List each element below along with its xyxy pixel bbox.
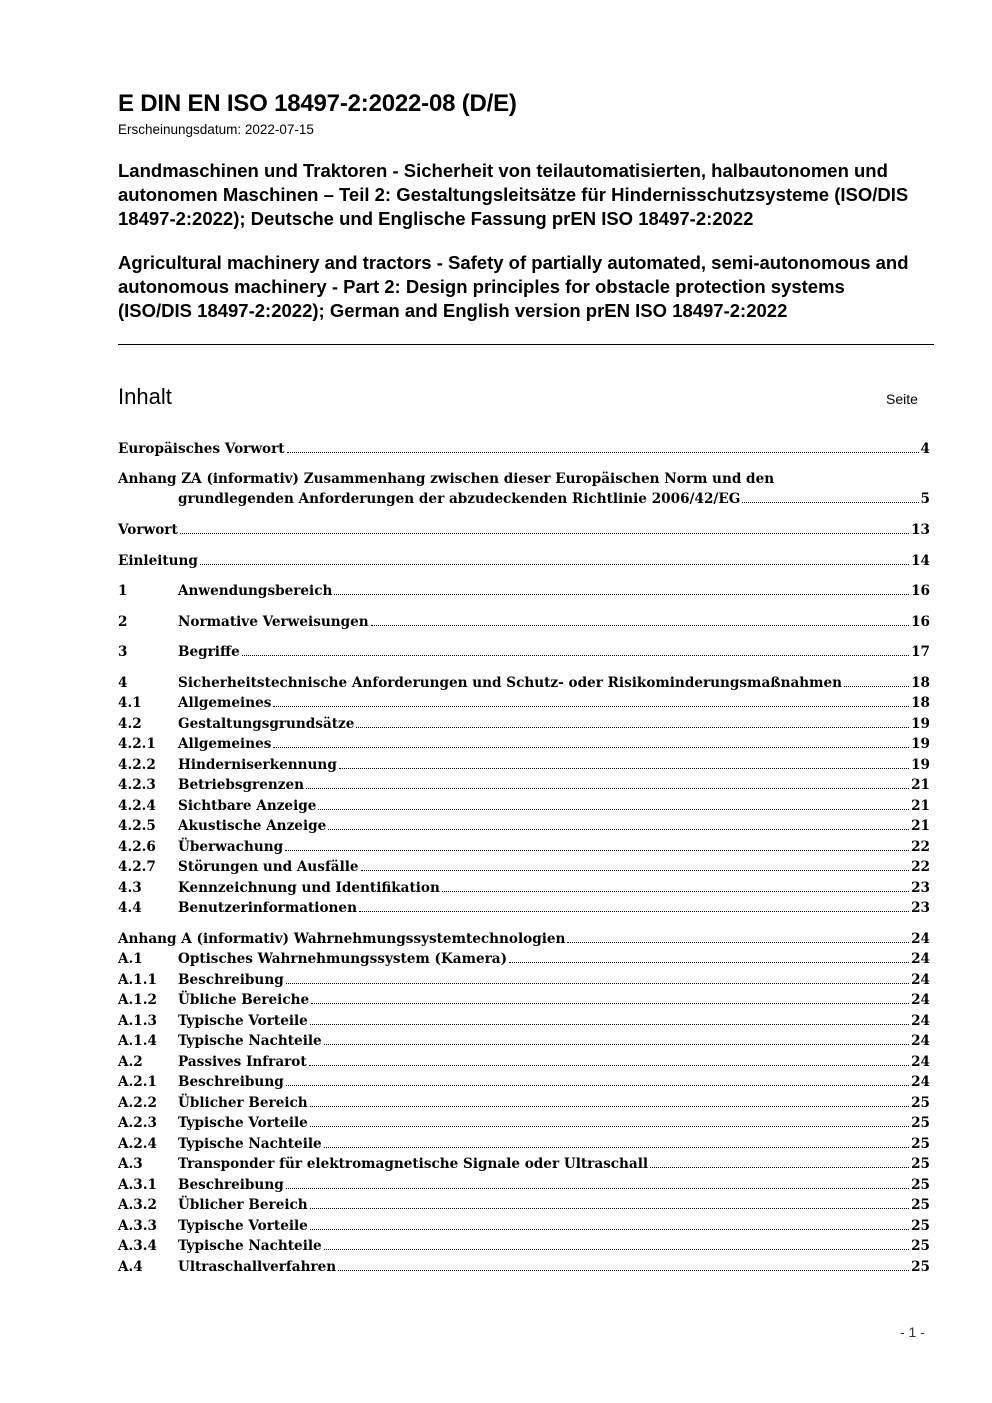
toc-entry-page: 23: [911, 900, 930, 916]
toc-entry[interactable]: [118, 972, 930, 992]
toc-entry-number: 4.2: [118, 716, 142, 732]
toc-entry-title: Sichtbare Anzeige: [178, 798, 317, 814]
toc-entry[interactable]: [118, 1156, 930, 1176]
toc-dot-leader: [334, 593, 909, 595]
toc-dot-leader: [442, 890, 909, 892]
toc-dot-leader: [324, 1248, 909, 1250]
toc-entry-page: 24: [911, 1033, 930, 1049]
toc-entry-number: 4.3: [118, 880, 142, 896]
toc-entry[interactable]: [118, 859, 930, 879]
toc-dot-leader: [742, 501, 918, 503]
toc-entry-page: 5: [920, 491, 930, 507]
toc-entry[interactable]: [118, 716, 930, 736]
toc-entry-title: Anhang A (informativ) Wahrnehmungssystemtechnologien: [118, 931, 566, 947]
toc-entry-title: Allgemeines: [178, 736, 272, 752]
toc-entry[interactable]: [118, 1115, 930, 1135]
toc-entry-number: A.2: [118, 1054, 143, 1070]
toc-entry-page: 25: [911, 1156, 930, 1172]
toc-entry-number: 4.1: [118, 695, 142, 711]
toc-entry[interactable]: [118, 736, 930, 756]
toc-entry-page: 22: [911, 839, 930, 855]
toc-entry-number: 4: [118, 675, 128, 691]
toc-entry-number: 4.2.3: [118, 777, 156, 793]
toc-entry-number: A.3: [118, 1156, 143, 1172]
toc-entry-title: Beschreibung: [178, 1177, 284, 1193]
toc-entry-title: Normative Verweisungen: [178, 614, 369, 630]
toc-dot-leader: [310, 1023, 909, 1025]
publication-date: Erscheinungsdatum: 2022-07-15: [118, 122, 314, 137]
toc-entry[interactable]: [118, 583, 930, 603]
toc-dot-leader: [310, 1228, 909, 1230]
toc-dot-leader: [324, 1146, 909, 1148]
toc-entry-page: 24: [911, 931, 930, 947]
toc-entry[interactable]: [118, 553, 930, 573]
toc-entry-title-continued: grundlegenden Anforderungen der abzudeckenden Richtlinie 2006/42/EG: [178, 491, 741, 507]
toc-entry-number: A.1.1: [118, 972, 157, 988]
toc-entry-page: 14: [911, 553, 930, 569]
toc-entry-title: Typische Nachteile: [178, 1136, 322, 1152]
toc-dot-leader: [286, 1187, 909, 1189]
toc-dot-leader: [273, 705, 909, 707]
toc-entry[interactable]: [118, 1074, 930, 1094]
toc-entry-number: A.3.3: [118, 1218, 157, 1234]
toc-entry-title: Gestaltungsgrundsätze: [178, 716, 355, 732]
toc-entry-number: 4.2.6: [118, 839, 156, 855]
toc-entry-title: Passives Infrarot: [178, 1054, 307, 1070]
toc-entry[interactable]: [118, 757, 930, 777]
toc-entry-title: Beschreibung: [178, 972, 284, 988]
toc-entry-number: A.2.3: [118, 1115, 157, 1131]
toc-dot-leader: [324, 1043, 909, 1045]
toc-entry-page: 24: [911, 1013, 930, 1029]
toc-entry-title: Üblicher Bereich: [178, 1197, 308, 1213]
toc-entry-page: 16: [911, 614, 930, 630]
toc-entry-page: 19: [911, 757, 930, 773]
toc-entry-page: 17: [911, 644, 930, 660]
toc-entry-title: Typische Nachteile: [178, 1238, 322, 1254]
toc-entry-title: Einleitung: [118, 553, 198, 569]
toc-entry[interactable]: [118, 1197, 930, 1217]
toc-dot-leader: [200, 563, 909, 565]
toc-entry-number: A.3.2: [118, 1197, 157, 1213]
toc-entry[interactable]: [118, 777, 930, 797]
toc-entry-number: 3: [118, 644, 128, 660]
toc-entry-page: 25: [911, 1115, 930, 1131]
toc-entry[interactable]: [118, 931, 930, 951]
toc-page-label: Seite: [886, 391, 918, 407]
toc-dot-leader: [286, 1084, 909, 1086]
toc-dot-leader: [328, 828, 909, 830]
toc-entry[interactable]: [118, 695, 930, 715]
toc-entry[interactable]: [118, 992, 930, 1012]
german-title: Landmaschinen und Traktoren - Sicherheit von teilautomatisierten, halbautonomen und autonomen Maschinen – Teil 2: Gestaltungsleitsätze für Hindernisschutzsysteme (ISO/DIS 18497-2:2022); Deutsche und Englische Fassung prEN ISO 18497-2:2022: [118, 160, 909, 229]
page-number: - 1 -: [900, 1324, 925, 1340]
toc-entry-page: 24: [911, 972, 930, 988]
toc-entry-page: 25: [911, 1238, 930, 1254]
toc-entry-page: 18: [911, 695, 930, 711]
toc-entry-page: 25: [911, 1197, 930, 1213]
toc-entry-title: Sicherheitstechnische Anforderungen und Schutz- oder Risikominderungsmaßnahmen: [178, 675, 843, 691]
toc-entry-page: 21: [911, 818, 930, 834]
toc-entry[interactable]: [118, 614, 930, 634]
toc-entry[interactable]: [118, 1095, 930, 1115]
toc-dot-leader: [509, 961, 909, 963]
toc-entry-page: 24: [911, 1054, 930, 1070]
toc-entry-title: Benutzerinformationen: [178, 900, 357, 916]
toc-dot-leader: [310, 1105, 909, 1107]
toc-entry-number: A.3.1: [118, 1177, 157, 1193]
toc-dot-leader: [339, 767, 909, 769]
toc-entry-number: 4.4: [118, 900, 142, 916]
toc-entry-number: 4.2.1: [118, 736, 156, 752]
toc-entry-title: Übliche Bereiche: [178, 992, 310, 1008]
toc-entry-page: 13: [911, 522, 930, 538]
toc-entry-page: 19: [911, 716, 930, 732]
toc-dot-leader: [844, 685, 909, 687]
toc-entry-annex-za[interactable]: [118, 471, 930, 511]
toc-dot-leader: [180, 532, 909, 534]
toc-entry-title: Transponder für elektromagnetische Signale oder Ultraschall: [178, 1156, 649, 1172]
toc-entry-title: Allgemeines: [178, 695, 272, 711]
toc-entry-page: 23: [911, 880, 930, 896]
toc-heading: Inhalt: [118, 384, 172, 409]
toc-entry-page: 25: [911, 1218, 930, 1234]
toc-entry[interactable]: [118, 1054, 930, 1074]
toc-entry-title: Anhang ZA (informativ) Zusammenhang zwischen dieser Europäischen Norm und den: [118, 471, 775, 487]
toc-entry-page: 25: [911, 1177, 930, 1193]
toc-entry-number: 2: [118, 614, 128, 630]
toc-entry[interactable]: [118, 1238, 930, 1258]
toc-entry-title: Üblicher Bereich: [178, 1095, 308, 1111]
toc-entry[interactable]: [118, 675, 930, 695]
toc-entry[interactable]: [118, 441, 930, 461]
toc-dot-leader: [356, 726, 909, 728]
toc-entry-title: Optisches Wahrnehmungssystem (Kamera): [178, 951, 508, 967]
toc-dot-leader: [273, 746, 909, 748]
toc-entry-title: Beschreibung: [178, 1074, 284, 1090]
toc-dot-leader: [310, 1125, 909, 1127]
english-title: Agricultural machinery and tractors - Safety of partially automated, semi-autonomous and autonomous machinery - Part 2: Design principles for obstacle protection systems (ISO/DIS 18497-2:2022); German and English version prEN ISO 18497-2:2022: [118, 252, 909, 321]
toc-entry-title: Typische Vorteile: [178, 1218, 308, 1234]
toc-dot-leader: [286, 982, 909, 984]
toc-entry-number: A.1.3: [118, 1013, 157, 1029]
toc-dot-leader: [287, 451, 919, 453]
toc-entry-number: 4.2.4: [118, 798, 156, 814]
toc-entry-number: A.4: [118, 1259, 143, 1275]
toc-entry-number: A.1: [118, 951, 143, 967]
toc-entry[interactable]: [118, 1136, 930, 1156]
toc-entry-title: Akustische Anzeige: [178, 818, 327, 834]
toc-entry-title: Betriebsgrenzen: [178, 777, 305, 793]
toc-entry-title: Typische Nachteile: [178, 1033, 322, 1049]
toc-dot-leader: [318, 808, 909, 810]
document-title: E DIN EN ISO 18497-2:2022-08 (D/E): [118, 90, 517, 117]
toc-entry-number: A.2.4: [118, 1136, 157, 1152]
toc-entry[interactable]: [118, 798, 930, 818]
toc-entry-page: 21: [911, 777, 930, 793]
toc-entry-title: Überwachung: [178, 839, 284, 855]
toc-entry-number: A.2.1: [118, 1074, 157, 1090]
toc-entry[interactable]: [118, 818, 930, 838]
toc-entry[interactable]: [118, 1259, 930, 1279]
toc-entry-number: 1: [118, 583, 128, 599]
toc-dot-leader: [310, 1207, 909, 1209]
toc-entry[interactable]: [118, 839, 930, 859]
toc-dot-leader: [306, 787, 909, 789]
toc-entry-page: 18: [911, 675, 930, 691]
toc-entry-number: 4.2.2: [118, 757, 156, 773]
toc-entry-title: Typische Vorteile: [178, 1013, 308, 1029]
toc-entry[interactable]: [118, 951, 930, 971]
toc-entry-page: 19: [911, 736, 930, 752]
toc-entry-number: 4.2.5: [118, 818, 156, 834]
toc-entry[interactable]: [118, 644, 930, 664]
toc-entry[interactable]: [118, 522, 930, 542]
toc-entry-title: Europäisches Vorwort: [118, 441, 285, 457]
toc-entry-title: Kennzeichnung und Identifikation: [178, 880, 440, 896]
toc-entry-number: A.1.2: [118, 992, 157, 1008]
toc-dot-leader: [311, 1002, 909, 1004]
toc-dot-leader: [650, 1166, 909, 1168]
toc-entry-title: Störungen und Ausfälle: [178, 859, 359, 875]
toc-entry[interactable]: [118, 1177, 930, 1197]
toc-entry[interactable]: [118, 880, 930, 900]
toc-entry-title: Vorwort: [118, 522, 178, 538]
toc-entry[interactable]: [118, 1013, 930, 1033]
toc-entry-page: 21: [911, 798, 930, 814]
toc-entry-number: A.2.2: [118, 1095, 157, 1111]
toc-entry-page: 25: [911, 1259, 930, 1275]
toc-dot-leader: [285, 849, 909, 851]
toc-dot-leader: [371, 624, 909, 626]
toc-entry-number: A.1.4: [118, 1033, 157, 1049]
toc-dot-leader: [567, 941, 909, 943]
toc-entry-page: 16: [911, 583, 930, 599]
toc-entry-title: Anwendungsbereich: [178, 583, 333, 599]
toc-entry-page: 25: [911, 1136, 930, 1152]
toc-entry-page: 24: [911, 992, 930, 1008]
toc-dot-leader: [242, 654, 909, 656]
toc-entry-page: 24: [911, 1074, 930, 1090]
toc-entry-number: A.3.4: [118, 1238, 157, 1254]
toc-entry-title: Begriffe: [178, 644, 240, 660]
toc-entry[interactable]: [118, 1218, 930, 1238]
title-divider: [118, 344, 934, 345]
toc-dot-leader: [361, 869, 909, 871]
toc-entry[interactable]: [118, 1033, 930, 1053]
toc-entry-page: 24: [911, 951, 930, 967]
toc-dot-leader: [359, 910, 909, 912]
toc-entry-title: Hinderniserkennung: [178, 757, 337, 773]
toc-entry-page: 22: [911, 859, 930, 875]
toc-entry[interactable]: [118, 900, 930, 920]
toc-dot-leader: [309, 1064, 909, 1066]
toc-entry-title: Ultraschallverfahren: [178, 1259, 337, 1275]
toc-entry-title: Typische Vorteile: [178, 1115, 308, 1131]
toc-dot-leader: [338, 1269, 909, 1271]
toc-entry-number: 4.2.7: [118, 859, 156, 875]
toc-entry-page: 25: [911, 1095, 930, 1111]
toc-entry-page: 4: [920, 441, 930, 457]
